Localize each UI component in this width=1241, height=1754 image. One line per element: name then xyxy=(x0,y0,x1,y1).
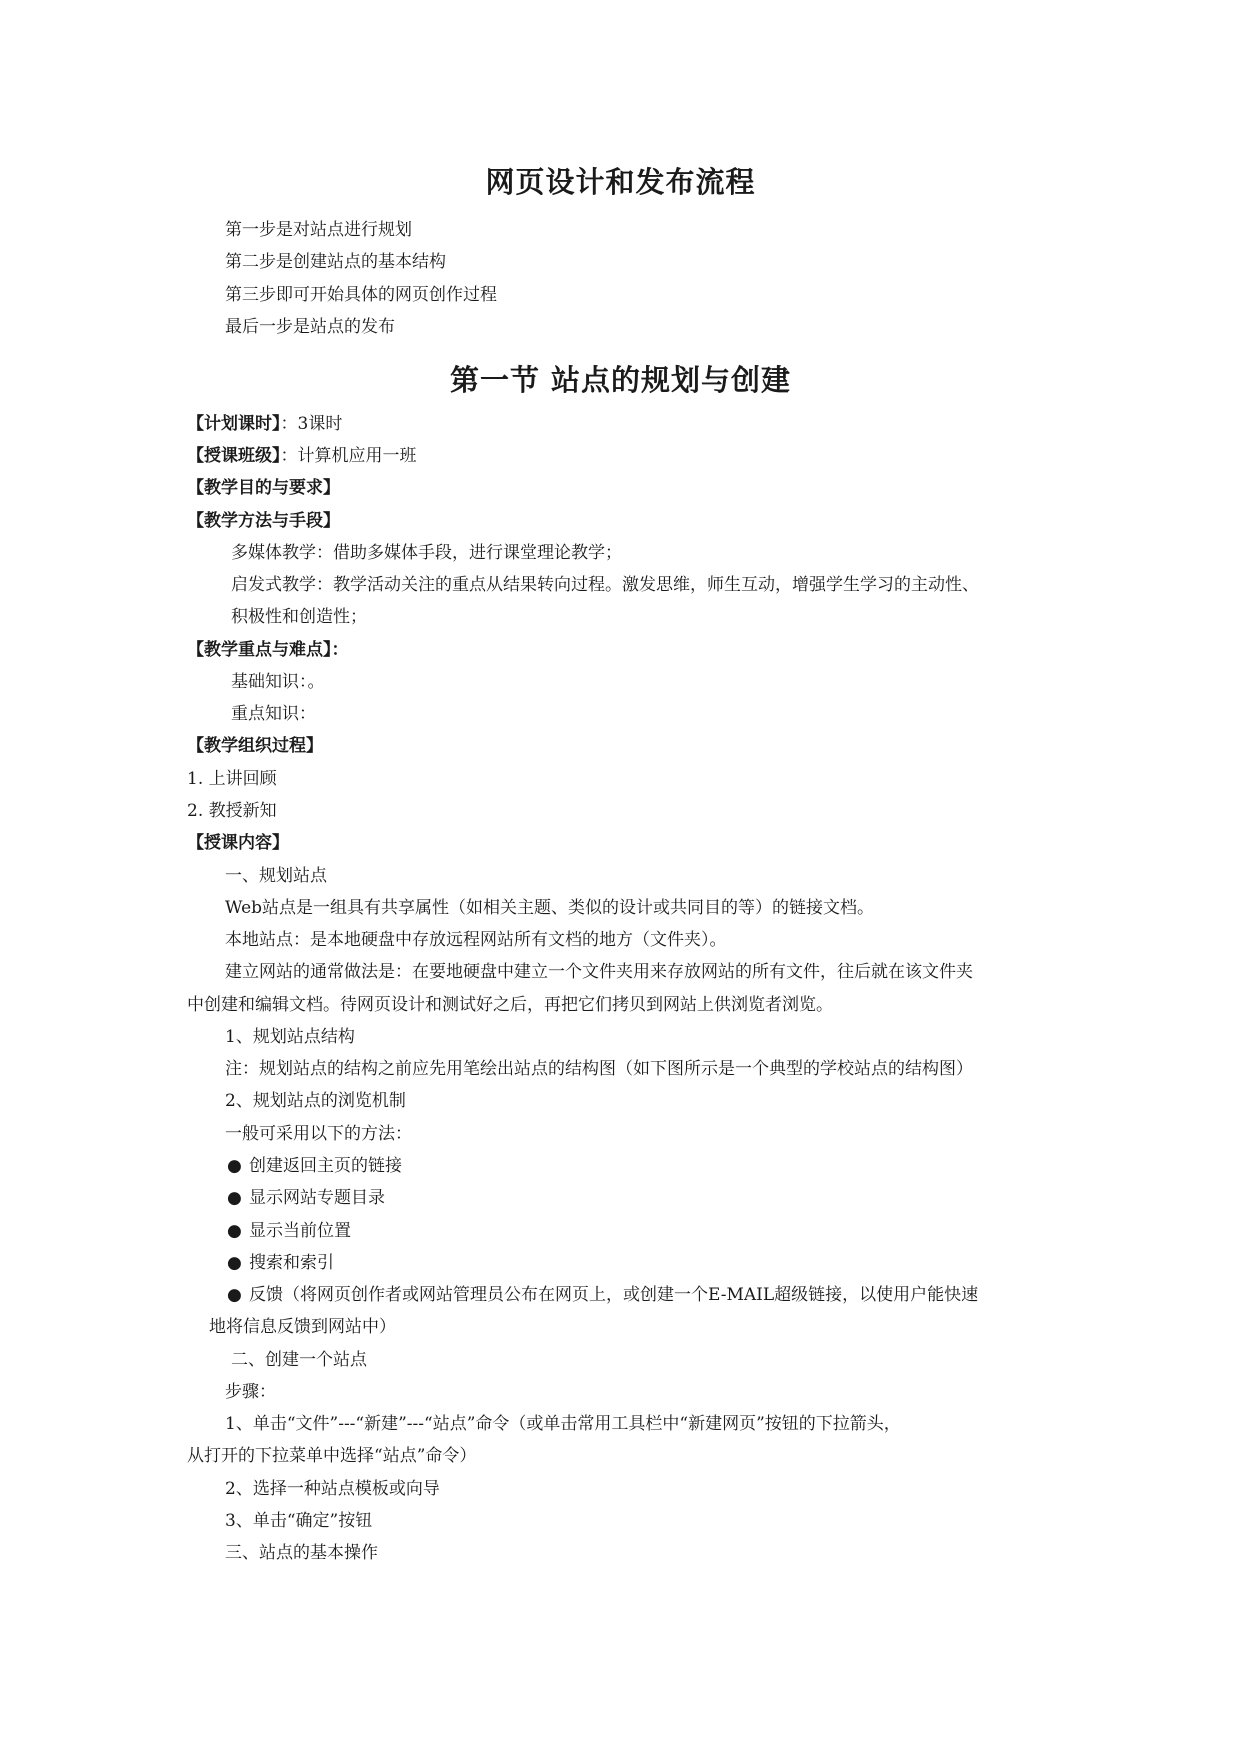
content-p3-cont: 中创建和编辑文档。待网页设计和测试好之后，再把它们拷贝到网站上供浏览者浏览。 xyxy=(187,995,833,1015)
step-2: 第二步是创建站点的基本结构 xyxy=(225,252,446,272)
document-title: 网页设计和发布流程 xyxy=(485,165,756,199)
plan-hours xyxy=(187,413,342,435)
key-heading: 【教学重点与难点】： xyxy=(187,640,349,660)
bullet-item xyxy=(227,1252,334,1274)
content-p2: 本地站点：是本地硬盘中存放远程网站所有文档的地方（文件夹）。 xyxy=(225,930,727,950)
bullet-cont: 地将信息反馈到网站中） xyxy=(209,1317,396,1337)
content-p3: 建立网站的通常做法是：在要地硬盘中建立一个文件夹用来存放网站的所有文件，往后就在该文件夹 xyxy=(225,962,973,982)
bullet-item xyxy=(227,1187,385,1209)
content-p1: Web站点是一组具有共享属性（如相关主题、类似的设计或共同目的等）的链接文档。 xyxy=(225,898,875,918)
content-h1: 一、规划站点 xyxy=(225,866,327,886)
class-info xyxy=(187,445,417,467)
content-h2: 二、创建一个站点 xyxy=(231,1350,367,1370)
content-methods-intro: 一般可采用以下的方法： xyxy=(225,1124,412,1144)
class-label: 【授课班级】 xyxy=(187,446,281,466)
key-basic: 基础知识：。 xyxy=(231,672,325,692)
content-note: 注：规划站点的结构之前应先用笔绘出站点的结构图（如下图所示是一个典型的学校站点的结构图） xyxy=(225,1059,973,1079)
class-sep: ： xyxy=(280,446,298,466)
content-s2: 2、规划站点的浏览机制 xyxy=(225,1091,406,1111)
plan-hours-label: 【计划课时】 xyxy=(187,414,281,434)
bullet-text: 搜索和索引 xyxy=(249,1253,334,1273)
bullet-text: 创建返回主页的链接 xyxy=(249,1156,402,1176)
method-1: 多媒体教学：借助多媒体手段，进行课堂理论教学； xyxy=(231,543,622,563)
bullet-text: 反馈（将网页创作者或网站管理员公布在网页上，或创建一个E-MAIL超级链接，以使用户能快速 xyxy=(249,1285,979,1305)
bullet-text: 显示网站专题目录 xyxy=(249,1188,385,1208)
method-2: 启发式教学：教学活动关注的重点从结果转向过程。激发思维，师生互动，增强学生学习的主动性、 xyxy=(231,575,979,595)
bullet-dot: ● xyxy=(227,1221,242,1241)
goal-heading: 【教学目的与要求】 xyxy=(187,478,340,498)
class-value: 计算机应用一班 xyxy=(297,446,417,466)
bullet-text: 显示当前位置 xyxy=(249,1221,351,1241)
content-step3: 3、单击“确定”按钮 xyxy=(225,1511,373,1531)
content-step1: 1、单击“文件”---“新建”---“站点”命令（或单击常用工具栏中“新建网页”按钮的下拉箭头， xyxy=(225,1414,901,1434)
step-3: 第三步即可开始具体的网页创作过程 xyxy=(225,285,497,305)
process-item-1: 1. 上讲回顾 xyxy=(187,769,277,789)
bullet-dot: ● xyxy=(227,1156,242,1176)
section-title: 第一节 站点的规划与创建 xyxy=(449,363,792,397)
step-4: 最后一步是站点的发布 xyxy=(225,317,395,337)
plan-hours-sep: ： xyxy=(280,414,298,434)
content-heading: 【授课内容】 xyxy=(187,833,289,853)
bullet-item xyxy=(227,1220,351,1242)
method-heading: 【教学方法与手段】 xyxy=(187,511,340,531)
content-h3: 三、站点的基本操作 xyxy=(225,1543,378,1563)
bullet-item xyxy=(227,1155,402,1177)
step-1: 第一步是对站点进行规划 xyxy=(225,220,412,240)
content-s1: 1、规划站点结构 xyxy=(225,1027,355,1047)
content-steps-label: 步骤： xyxy=(225,1382,276,1402)
bullet-dot: ● xyxy=(227,1188,242,1208)
bullet-dot: ● xyxy=(227,1285,242,1305)
content-step1-cont: 从打开的下拉菜单中选择“站点”命令） xyxy=(187,1446,477,1466)
bullet-item xyxy=(227,1284,978,1306)
bullet-dot: ● xyxy=(227,1253,242,1273)
plan-hours-value: 3课时 xyxy=(297,414,343,434)
process-heading: 【教学组织过程】 xyxy=(187,736,323,756)
content-step2: 2、选择一种站点模板或向导 xyxy=(225,1479,440,1499)
process-item-2: 2. 教授新知 xyxy=(187,801,277,821)
method-2-cont: 积极性和创造性； xyxy=(231,607,367,627)
key-focus: 重点知识： xyxy=(231,704,316,724)
